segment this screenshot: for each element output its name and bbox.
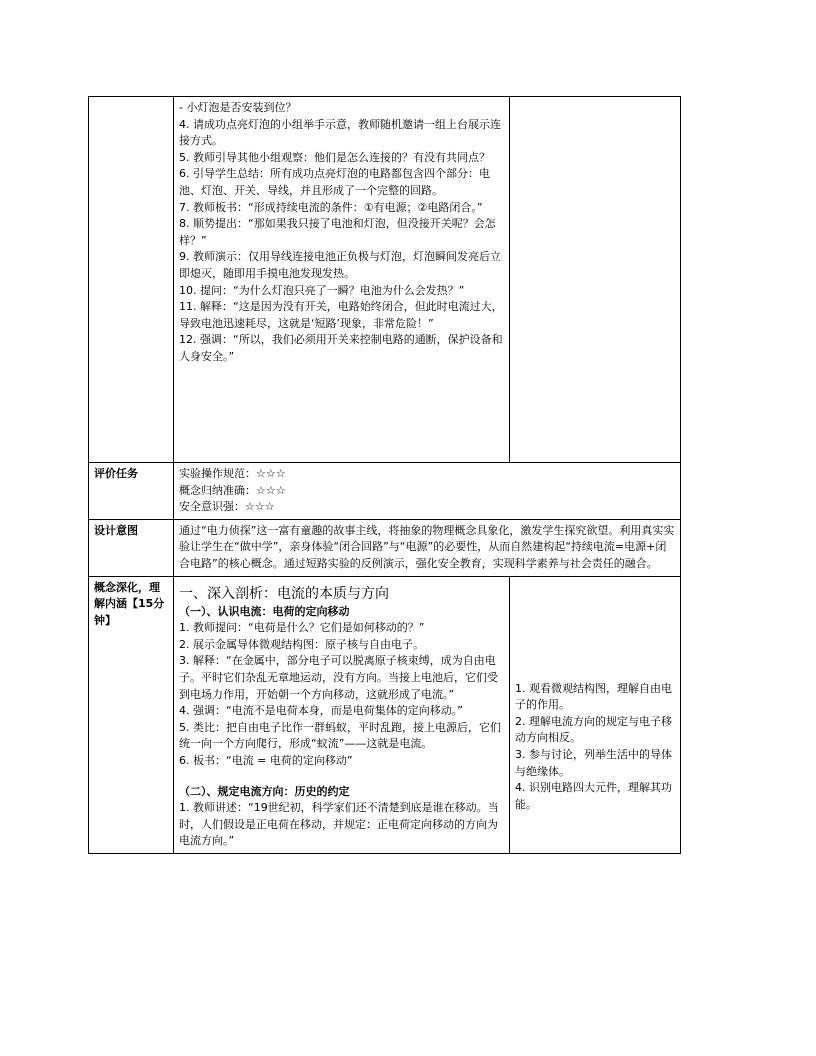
subsection-heading: （一）、认识电流：电荷的定向移动 <box>179 604 350 618</box>
activity-line: 4. 请成功点亮灯泡的小组举手示意，教师随机邀请一组上台展示连接方式。 <box>179 117 501 148</box>
table-row <box>89 519 681 576</box>
activity-line: 1. 教师讲述：“19世纪初，科学家们还不清楚到底是谁在移动。当时，人们假设是正电荷在移动，并规定：正电荷定向移动的方向为电流方向。” <box>179 801 499 848</box>
design-text: 通过“电力侦探”这一富有童趣的故事主线，将抽象的物理概念具象化，激发学生探究欲望。利用真实实验让学生在“做中学”，亲身体验“闭合回路”与“电源”的必要性，从而自然建构起“持续电流=电源+闭合电路”的核心概念。通过短路实验的反例演示，强化安全教育，实现科学素养与社会责任的融合。 <box>174 519 681 576</box>
section-heading: 一、深入剖析：电流的本质与方向 <box>179 585 389 602</box>
table-row <box>89 463 681 520</box>
deepen-teacher-cell <box>174 576 510 853</box>
evaluation-item: 实验操作规范：☆☆☆ <box>179 467 286 480</box>
evaluation-label: 评价任务 <box>89 463 174 520</box>
student-line: 3. 参与讨论，列举生活中的导体与绝缘体。 <box>515 747 672 778</box>
deepen-label: 概念深化，理解内涵【15分钟】 <box>89 576 174 853</box>
design-label: 设计意图 <box>89 519 174 576</box>
empty-label-cell <box>89 97 174 463</box>
activity-line: 12. 强调：“所以，我们必须用开关来控制电路的通断，保护设备和人身安全。” <box>179 333 503 363</box>
activity-line: 3. 解释：“在金属中，部分电子可以脱离原子核束缚，成为自由电子。平时它们杂乱无章地运动，没有方向。当接上电池后，它们受到电场力作用，开始朝一个方向移动，这就形成了电流。” <box>179 654 498 701</box>
activity-line: 5. 类比：把自由电子比作一群蚂蚁，平时乱跑，接上电源后，它们统一向一个方向爬行，形成“蚁流”——这就是电流。 <box>179 720 501 751</box>
student-line: 2. 理解电流方向的规定与电子移动方向相反。 <box>515 714 672 745</box>
activity-line: 5. 教师引导其他小组观察：他们是怎么连接的？有没有共同点？ <box>179 150 490 164</box>
activity-line: 6. 板书：“电流 = 电荷的定向移动” <box>179 753 353 767</box>
activity-line: 9. 教师演示：仅用导线连接电池正负极与灯泡，灯泡瞬间发亮后立即熄灭，随即用手摸电池发现发热。 <box>179 250 501 280</box>
evaluation-cell <box>174 463 681 520</box>
activity-line: 7. 教师板书：“形成持续电流的条件：①有电源；②电路闭合。” <box>179 200 483 214</box>
student-line: 4. 识别电路四大元件，理解其功能。 <box>515 781 672 811</box>
activity-line: 11. 解释：“这是因为没有开关，电路始终闭合，但此时电流过大，导致电池迅速耗尽，这就是‘短路’现象，非常危险！” <box>179 300 503 330</box>
table-row <box>89 576 681 853</box>
evaluation-item: 安全意识强：☆☆☆ <box>179 500 275 514</box>
activity-line: 6. 引导学生总结：所有成功点亮灯泡的电路都包含四个部分：电池、灯泡、开关、导线，并且形成了一个完整的回路。 <box>179 167 490 197</box>
table-row <box>89 97 681 463</box>
activity-line: 4. 强调：“电流不是电荷本身，而是电荷集体的定向移动。” <box>179 704 463 718</box>
student-activity-cell <box>510 97 681 463</box>
student-line: 1. 观看微观结构图，理解自由电子的作用。 <box>515 681 672 712</box>
evaluation-item: 概念归纳准确：☆☆☆ <box>179 483 286 497</box>
activity-line: 8. 顺势提出：“那如果我只接了电池和灯泡，但没接开关呢？会怎样？” <box>179 217 496 247</box>
subsection-heading: （二）、规定电流方向：历史的约定 <box>179 784 350 798</box>
activity-line: 1. 教师提问：“电荷是什么？它们是如何移动的？” <box>179 621 425 635</box>
teacher-activity-cell <box>174 97 510 463</box>
lesson-plan-table <box>88 96 681 854</box>
spacer <box>179 770 504 784</box>
activity-line: 10. 提问：“为什么灯泡只亮了一瞬？电池为什么会发热？” <box>179 283 465 297</box>
activity-line: - 小灯泡是否安装到位？ <box>179 101 297 114</box>
activity-line: 2. 展示金属导体微观结构图：原子核与自由电子。 <box>179 637 424 651</box>
deepen-student-cell <box>510 576 681 853</box>
